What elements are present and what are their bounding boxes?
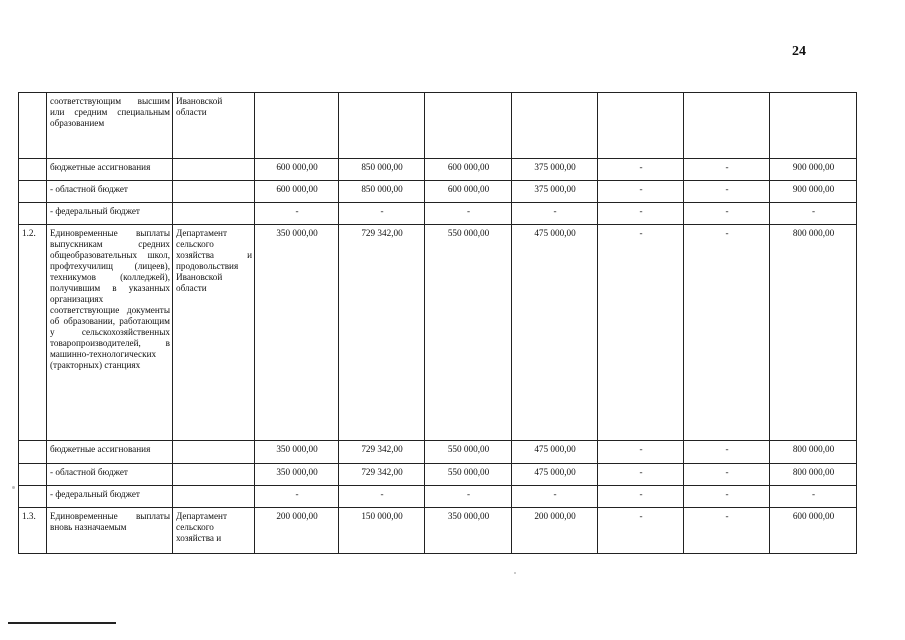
row-number xyxy=(19,93,47,159)
row-executor: Ивановской области xyxy=(173,93,255,159)
value-cell: - xyxy=(684,441,770,464)
value-cell: - xyxy=(770,486,857,508)
value-cell: - xyxy=(598,441,684,464)
value-cell: 729 342,00 xyxy=(339,441,425,464)
value-cell: - xyxy=(339,486,425,508)
value-cell: 800 000,00 xyxy=(770,225,857,441)
table-row xyxy=(19,441,857,464)
scan-speck xyxy=(514,572,516,574)
value-cell: 350 000,00 xyxy=(425,508,512,554)
page-number: 24 xyxy=(792,44,806,59)
row-number xyxy=(19,181,47,203)
row-number xyxy=(19,464,47,486)
value-cell: - xyxy=(255,203,339,225)
value-cell: - xyxy=(598,181,684,203)
value-cell: 375 000,00 xyxy=(512,181,598,203)
value-cell: 850 000,00 xyxy=(339,159,425,181)
value-cell: 150 000,00 xyxy=(339,508,425,554)
value-cell: - xyxy=(512,203,598,225)
row-number: 1.3. xyxy=(19,508,47,554)
value-cell: 729 342,00 xyxy=(339,464,425,486)
value-cell: - xyxy=(598,203,684,225)
row-description: бюджетные ассигнования xyxy=(47,441,173,464)
row-executor xyxy=(173,464,255,486)
value-cell: 475 000,00 xyxy=(512,441,598,464)
row-number xyxy=(19,203,47,225)
scan-speck xyxy=(12,486,15,489)
row-number xyxy=(19,486,47,508)
value-cell: 600 000,00 xyxy=(425,181,512,203)
row-description: бюджетные ассигнования xyxy=(47,159,173,181)
value-cell: 600 000,00 xyxy=(255,181,339,203)
value-cell: 350 000,00 xyxy=(255,441,339,464)
value-cell: 550 000,00 xyxy=(425,464,512,486)
value-cell xyxy=(339,93,425,159)
row-executor xyxy=(173,159,255,181)
value-cell: - xyxy=(425,203,512,225)
value-cell: - xyxy=(425,486,512,508)
table-row xyxy=(19,464,857,486)
value-cell: 850 000,00 xyxy=(339,181,425,203)
row-number xyxy=(19,159,47,181)
row-executor: Департамент сельского хозяйства и продовольствия Ивановской области xyxy=(173,225,255,441)
row-number: 1.2. xyxy=(19,225,47,441)
row-executor xyxy=(173,181,255,203)
row-description: - федеральный бюджет xyxy=(47,486,173,508)
value-cell: 550 000,00 xyxy=(425,441,512,464)
value-cell: 729 342,00 xyxy=(339,225,425,441)
row-description: - областной бюджет xyxy=(47,181,173,203)
value-cell: 200 000,00 xyxy=(255,508,339,554)
table-row xyxy=(19,486,857,508)
value-cell xyxy=(255,93,339,159)
value-cell: - xyxy=(598,159,684,181)
value-cell: - xyxy=(770,203,857,225)
value-cell: - xyxy=(598,508,684,554)
value-cell xyxy=(684,93,770,159)
budget-table xyxy=(18,92,857,554)
value-cell: 475 000,00 xyxy=(512,225,598,441)
table-row xyxy=(19,159,857,181)
value-cell xyxy=(598,93,684,159)
value-cell: - xyxy=(339,203,425,225)
value-cell: - xyxy=(684,486,770,508)
value-cell: - xyxy=(684,225,770,441)
table-row xyxy=(19,203,857,225)
value-cell: 200 000,00 xyxy=(512,508,598,554)
value-cell: 550 000,00 xyxy=(425,225,512,441)
table-row xyxy=(19,181,857,203)
value-cell: 600 000,00 xyxy=(425,159,512,181)
value-cell: 600 000,00 xyxy=(255,159,339,181)
value-cell: 800 000,00 xyxy=(770,464,857,486)
value-cell: - xyxy=(598,486,684,508)
row-executor: Департамент сельского хозяйства и xyxy=(173,508,255,554)
row-description: - областной бюджет xyxy=(47,464,173,486)
table-row xyxy=(19,225,857,441)
value-cell: - xyxy=(255,486,339,508)
row-description: - федеральный бюджет xyxy=(47,203,173,225)
footnote-divider xyxy=(8,622,116,624)
value-cell xyxy=(512,93,598,159)
table-row xyxy=(19,93,857,159)
value-cell: - xyxy=(684,464,770,486)
value-cell: 800 000,00 xyxy=(770,441,857,464)
row-description: соответствующим высшим или средним специальным образованием xyxy=(47,93,173,159)
value-cell: - xyxy=(684,508,770,554)
value-cell: 600 000,00 xyxy=(770,508,857,554)
value-cell: 475 000,00 xyxy=(512,464,598,486)
value-cell: - xyxy=(512,486,598,508)
value-cell xyxy=(770,93,857,159)
value-cell: 350 000,00 xyxy=(255,464,339,486)
value-cell: 350 000,00 xyxy=(255,225,339,441)
row-executor xyxy=(173,203,255,225)
value-cell: - xyxy=(684,159,770,181)
row-description: Единовременные выплаты выпускникам средних общеобразовательных школ, профтехучилищ (лицеев), техникумов (колледжей), получившим в указанных организациях соответствующие документы об образовании, работающим у сельскохозяйственных товаропроизводителей, в машинно-технологических (тракторных) станциях xyxy=(47,225,173,441)
value-cell: 900 000,00 xyxy=(770,159,857,181)
value-cell: - xyxy=(598,464,684,486)
value-cell: - xyxy=(684,203,770,225)
value-cell: 375 000,00 xyxy=(512,159,598,181)
value-cell: 900 000,00 xyxy=(770,181,857,203)
value-cell xyxy=(425,93,512,159)
table-row xyxy=(19,508,857,554)
value-cell: - xyxy=(684,181,770,203)
row-executor xyxy=(173,486,255,508)
value-cell: - xyxy=(598,225,684,441)
row-executor xyxy=(173,441,255,464)
row-description: Единовременные выплаты вновь назначаемым xyxy=(47,508,173,554)
row-number xyxy=(19,441,47,464)
